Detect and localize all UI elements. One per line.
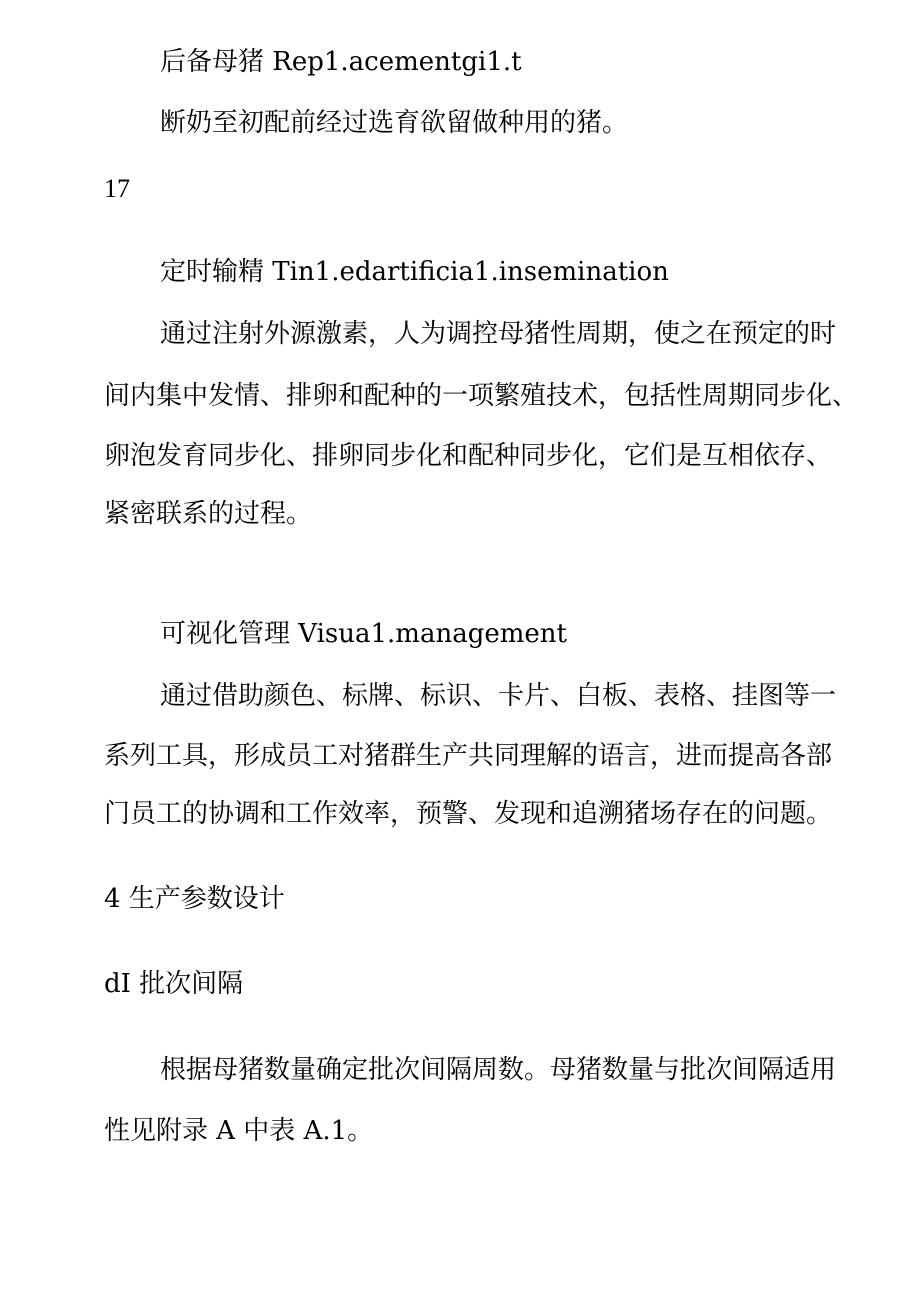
batch-interval-line-2: 性见附录 A 中表 A.1。 bbox=[104, 1116, 374, 1146]
term-title-timed-insemination: 定时输精 Tin1.edartificia1.insemination bbox=[160, 257, 669, 287]
subsection-heading-batch-interval: dI 批次间隔 bbox=[104, 969, 244, 999]
visual-definition-line-2: 系列工具，形成员工对猪群生产共同理解的语言，进而提高各部 bbox=[104, 741, 833, 771]
term-title-replacement-gilt: 后备母猪 Rep1.acementgi1.t bbox=[160, 47, 522, 77]
term-definition-replacement-gilt: 断奶至初配前经过选育欲留做种用的猪。 bbox=[160, 108, 629, 138]
term-title-visual-management: 可视化管理 Visua1.management bbox=[160, 619, 567, 649]
definition-line-2: 间内集中发情、排卵和配种的一项繁殖技术，包括性周期同步化、 bbox=[104, 381, 859, 411]
section-heading-production-parameters: 4 生产参数设计 bbox=[104, 884, 285, 914]
visual-definition-line-3: 门员工的协调和工作效率，预警、发现和追溯猪场存在的问题。 bbox=[104, 799, 833, 829]
page-number: 17 bbox=[104, 174, 130, 203]
definition-line-4: 紧密联系的过程。 bbox=[104, 499, 313, 529]
definition-line-1: 通过注射外源激素，人为调控母猪性周期，使之在预定的时 bbox=[160, 319, 837, 349]
visual-definition-line-1: 通过借助颜色、标牌、标识、卡片、白板、表格、挂图等一 bbox=[160, 681, 837, 711]
definition-line-3: 卵泡发育同步化、排卵同步化和配种同步化，它们是互相依存、 bbox=[104, 441, 833, 471]
batch-interval-line-1: 根据母猪数量确定批次间隔周数。母猪数量与批次间隔适用 bbox=[160, 1055, 837, 1085]
